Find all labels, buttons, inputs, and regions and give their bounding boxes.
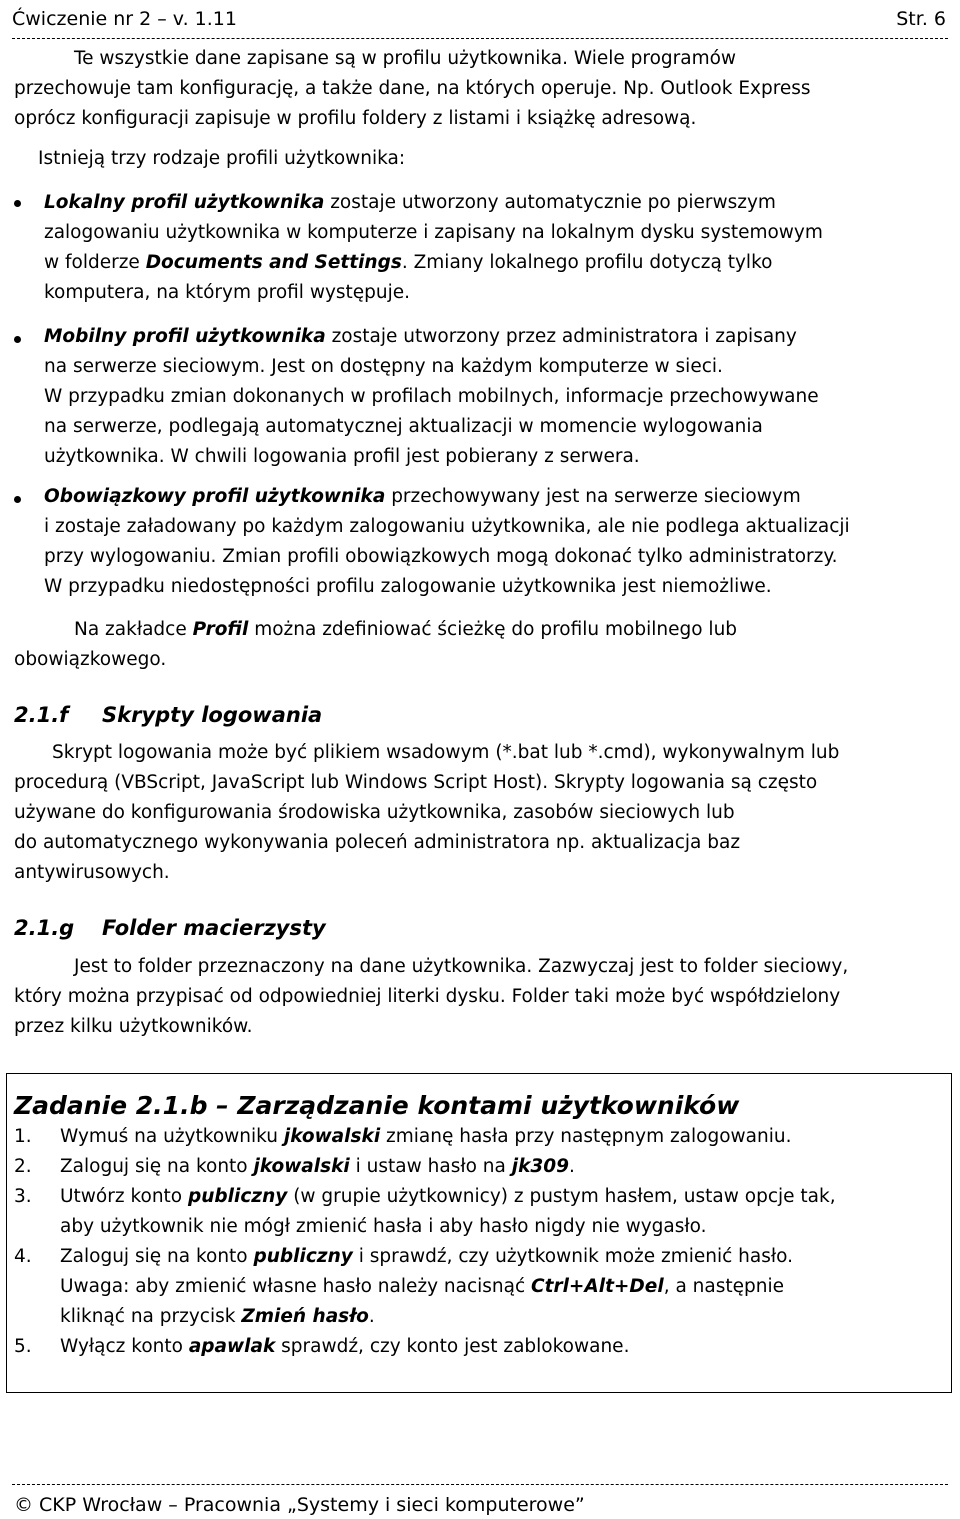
task-text: Wymuś na użytkowniku xyxy=(60,1126,284,1147)
key-combo: Ctrl+Alt+Del xyxy=(531,1276,664,1297)
bullet-mandatory-line-2: i zostaje załadowany po każdym zalogowaniu użytkownika, ale nie podlega aktualizacji xyxy=(44,516,850,537)
task-item-number: 1. xyxy=(14,1126,32,1147)
bullet-local-line-4: komputera, na którym profil występuje. xyxy=(44,282,411,303)
task-item-number: 5. xyxy=(14,1336,32,1357)
section-f-line-3: używane do konfigurowania środowiska użytkownika, zasobów sieciowych lub xyxy=(14,802,735,823)
task-item-number: 3. xyxy=(14,1186,32,1207)
task-text: zmianę hasła przy następnym zalogowaniu. xyxy=(380,1126,792,1147)
task-item-4-line-1 xyxy=(60,1246,938,1268)
task-text: Utwórz konto xyxy=(60,1186,188,1207)
account-apawlak: apawlak xyxy=(188,1336,276,1357)
task-text: . xyxy=(569,1156,575,1177)
document-title: Ćwiczenie nr 2 – v. 1.11 xyxy=(12,8,237,30)
section-f-line-5: antywirusowych. xyxy=(14,862,170,883)
bullet-mobile-line-2: na serwerze sieciowym. Jest on dostępny na każdym komputerze w sieci. xyxy=(44,356,723,377)
task-text: i sprawdź, czy użytkownik może zmienić hasło. xyxy=(352,1246,794,1267)
profil-note-line-2: obowiązkowego. xyxy=(14,649,167,670)
footer-text: © CKP Wrocław – Pracownia „Systemy i sieci komputerowe” xyxy=(14,1494,585,1516)
user-jkowalski: jkowalski xyxy=(253,1156,350,1177)
bullet-local-line-2: zalogowaniu użytkownika w komputerze i zapisany na lokalnym dysku systemowym xyxy=(44,222,823,243)
task-text: kliknąć na przycisk xyxy=(60,1306,242,1327)
bullet-mandatory-line-3: przy wylogowaniu. Zmian profili obowiązkowych mogą dokonać tylko administratorzy. xyxy=(44,546,838,567)
task-item-4-line-2 xyxy=(60,1276,938,1298)
section-title-g: Folder macierzysty xyxy=(102,916,326,940)
profil-tab-term: Profil xyxy=(192,619,249,640)
bullet-mandatory-line-1 xyxy=(44,486,946,508)
bullet-mandatory-text: przechowywany jest na serwerze sieciowym xyxy=(385,486,801,507)
bullet-local-line-1 xyxy=(44,192,946,214)
task-text: (w grupie użytkownicy) z pustym hasłem, ustaw opcje tak, xyxy=(287,1186,836,1207)
intro-line-2: przechowuje tam konfigurację, a także dane, na których operuje. Np. Outlook Express xyxy=(14,78,811,99)
section-g-line-1: Jest to folder przeznaczony na dane użytkownika. Zazwyczaj jest to folder sieciowy, xyxy=(74,956,849,977)
section-number-f: 2.1.f xyxy=(14,703,69,727)
bullet-local-line-3 xyxy=(44,252,946,274)
bullet-mobile-line-5: użytkownika. W chwili logowania profil jest pobierany z serwera. xyxy=(44,446,640,467)
task-item-1 xyxy=(60,1126,791,1148)
task-item-4-line-3 xyxy=(60,1306,375,1328)
bullet-marker xyxy=(14,200,21,207)
documents-settings-term: Documents and Settings xyxy=(145,252,402,273)
task-text: , a następnie xyxy=(663,1276,784,1297)
mobile-profile-term: Mobilny profil użytkownika xyxy=(44,326,326,347)
section-f-line-1: Skrypt logowania może być plikiem wsadowym (*.bat lub *.cmd), wykonywalnym lub xyxy=(52,742,840,763)
bullet-mobile-line-4: na serwerze, podlegają automatycznej aktualizacji w momencie wylogowania xyxy=(44,416,763,437)
bullet-marker xyxy=(14,496,21,503)
task-text: i ustaw hasło na xyxy=(349,1156,512,1177)
intro-line-3: oprócz konfiguracji zapisuje w profilu foldery z listami i książkę adresową. xyxy=(14,108,697,129)
task-text: sprawdź, czy konto jest zablokowane. xyxy=(275,1336,630,1357)
section-title-f: Skrypty logowania xyxy=(102,703,323,727)
task-text: Wyłącz konto xyxy=(60,1336,189,1357)
section-f-line-2: procedurą (VBScript, JavaScript lub Windows Script Host). Skrypty logowania są często xyxy=(14,772,818,793)
section-g-line-3: przez kilku użytkowników. xyxy=(14,1016,253,1037)
page-number: Str. 6 xyxy=(896,8,946,30)
task-item-3-line-1 xyxy=(60,1186,938,1208)
task-text: Uwaga: aby zmienić własne hasło należy nacisnąć xyxy=(60,1276,532,1297)
bullet-local-text: zostaje utworzony automatycznie po pierwszym xyxy=(324,192,776,213)
bullet-mobile-line-1 xyxy=(44,326,946,348)
task-text: . xyxy=(368,1306,375,1327)
local-profile-term: Lokalny profil użytkownika xyxy=(44,192,325,213)
bullet-mobile-line-3: W przypadku zmian dokonanych w profilach mobilnych, informacje przechowywane xyxy=(44,386,819,407)
profil-note-line-1 xyxy=(74,619,946,641)
footer-divider xyxy=(12,1484,948,1485)
bullet-local-text: . Zmiany lokalnego profilu dotyczą tylko xyxy=(401,252,773,273)
section-g-line-2: który można przypisać od odpowiedniej literki dysku. Folder taki może być współdzielony xyxy=(14,986,841,1007)
task-title: Zadanie 2.1.b – Zarządzanie kontami użytkowników xyxy=(14,1091,740,1120)
bullet-marker xyxy=(14,336,21,343)
section-f-line-4: do automatycznego wykonywania poleceń administratora np. aktualizacja baz xyxy=(14,832,741,853)
profil-note-text: można zdefiniować ścieżkę do profilu mobilnego lub xyxy=(248,619,738,640)
intro-line-1: Te wszystkie dane zapisane są w profilu użytkownika. Wiele programów xyxy=(74,48,737,69)
account-publiczny: publiczny xyxy=(253,1246,353,1267)
mandatory-profile-term: Obowiązkowy profil użytkownika xyxy=(44,486,386,507)
task-item-number: 4. xyxy=(14,1246,32,1267)
task-text: Zaloguj się na konto xyxy=(60,1156,254,1177)
password-value: jk309 xyxy=(511,1156,570,1177)
task-text: Zaloguj się na konto xyxy=(60,1246,254,1267)
bullet-local-text: w folderze xyxy=(44,252,146,273)
account-publiczny: publiczny xyxy=(188,1186,288,1207)
bullet-mandatory-line-4: W przypadku niedostępności profilu zalogowanie użytkownika jest niemożliwe. xyxy=(44,576,772,597)
task-item-2 xyxy=(60,1156,575,1178)
task-item-3-line-2: aby użytkownik nie mógł zmienić hasła i aby hasło nigdy nie wygasło. xyxy=(60,1216,707,1237)
user-jkowalski: jkowalski xyxy=(283,1126,381,1147)
task-item-number: 2. xyxy=(14,1156,32,1177)
profile-types-intro: Istnieją trzy rodzaje profili użytkownika: xyxy=(38,148,406,169)
section-number-g: 2.1.g xyxy=(14,916,75,940)
profil-note-text: Na zakładce xyxy=(74,619,193,640)
change-password-button-name: Zmień hasło xyxy=(241,1306,369,1327)
task-item-5 xyxy=(60,1336,629,1358)
bullet-mobile-text: zostaje utworzony przez administratora i zapisany xyxy=(325,326,797,347)
header-divider xyxy=(12,38,948,39)
